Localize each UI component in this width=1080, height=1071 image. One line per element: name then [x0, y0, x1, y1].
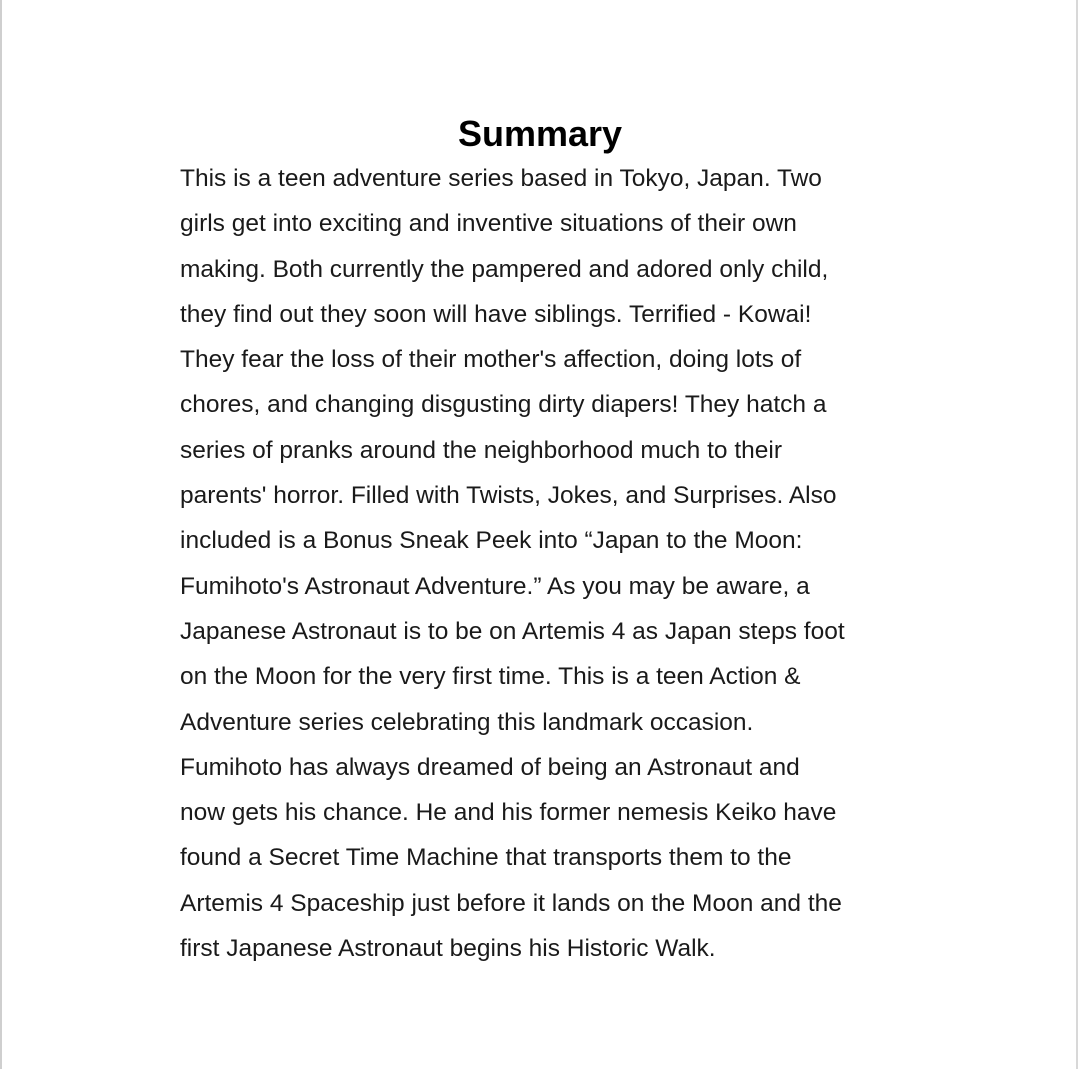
page-title: Summary	[457, 113, 623, 154]
body-line: This is a teen adventure series based in Tokyo, Japan. Two	[180, 165, 822, 192]
summary-section	[180, 112, 900, 971]
body-line: included is a Bonus Sneak Peek into “Japan to the Moon:	[180, 527, 803, 555]
body-line: first Japanese Astronaut begins his Historic Walk.	[180, 935, 716, 963]
body-line: found a Secret Time Machine that transports them to the	[180, 844, 792, 872]
body-line: girls get into exciting and inventive situations of their own	[180, 210, 797, 238]
body-line: Fumihoto has always dreamed of being an Astronaut and	[180, 753, 800, 781]
body-line: Fumihoto's Astronaut Adventure.” As you may be aware, a	[180, 572, 810, 600]
body-line: chores, and changing disgusting dirty diapers! They hatch a	[180, 391, 827, 419]
body-line: they find out they soon will have siblings. Terrified - Kowai!	[180, 300, 812, 328]
body-line: Japanese Astronaut is to be on Artemis 4 as Japan steps foot	[180, 617, 845, 645]
body-line: series of pranks around the neighborhood much to their	[180, 436, 782, 464]
body-line: They fear the loss of their mother's affection, doing lots of	[180, 346, 802, 374]
summary-body	[180, 156, 900, 971]
body-line: now gets his chance. He and his former nemesis Keiko have	[180, 799, 837, 827]
body-line: on the Moon for the very first time. This is a teen Action &	[180, 663, 801, 691]
body-line: making. Both currently the pampered and adored only child,	[180, 255, 829, 283]
body-line: Adventure series celebrating this landmark occasion.	[180, 708, 754, 736]
body-line: Artemis 4 Spaceship just before it lands on the Moon and the	[180, 889, 842, 917]
body-line: parents' horror. Filled with Twists, Jokes, and Surprises. Also	[180, 482, 837, 510]
